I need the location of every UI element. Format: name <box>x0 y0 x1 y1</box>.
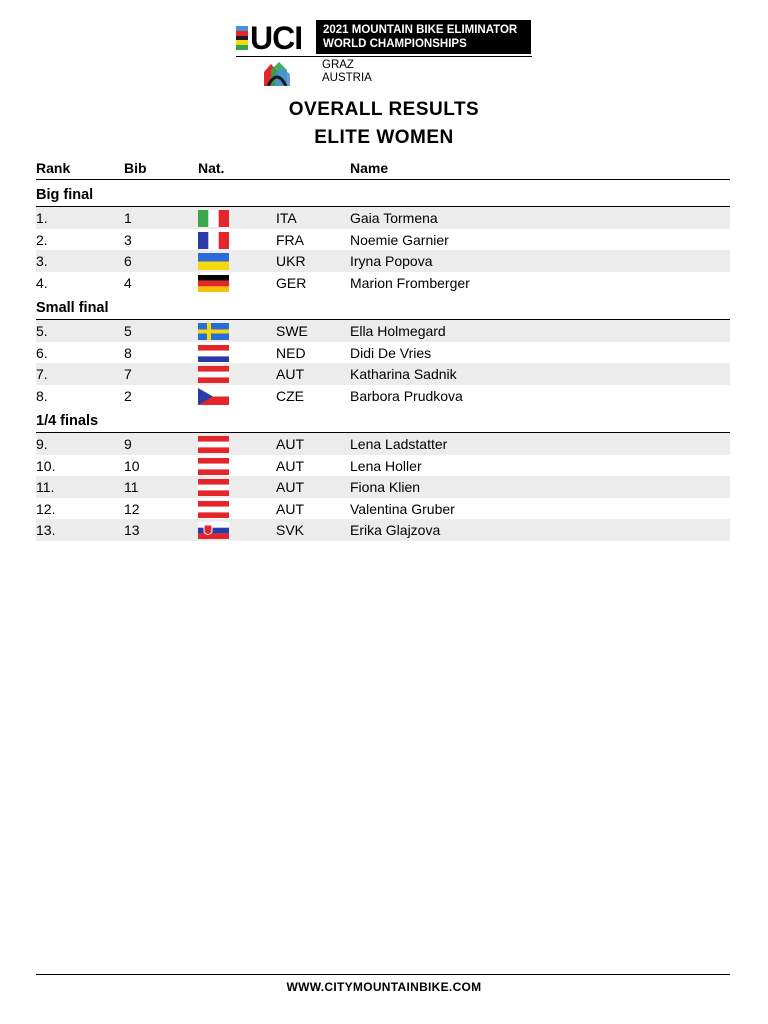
event-title-box <box>316 20 531 54</box>
rider-name-cell: Fiona Klien <box>350 479 421 495</box>
table-row <box>36 363 730 385</box>
nation-cell: NED <box>276 344 306 361</box>
bib-cell: 4 <box>124 274 132 291</box>
table-row <box>36 385 730 407</box>
flag-cze-icon <box>198 388 229 405</box>
bib-cell: 13 <box>124 522 140 538</box>
bib-cell: 5 <box>124 323 132 339</box>
rank-cell: 2. <box>36 231 48 248</box>
bib-cell: 11 <box>124 479 139 495</box>
event-location <box>322 59 372 85</box>
rank-cell: 12. <box>36 500 56 517</box>
table-row <box>36 229 730 251</box>
nation-cell: FRA <box>276 231 304 248</box>
graz-clocktower-icon <box>262 60 292 86</box>
section-title: 1/4 finals <box>36 406 730 433</box>
rider-name-cell: Valentina Gruber <box>350 500 455 517</box>
uci-logo-text: UCI <box>250 20 303 56</box>
rider-name-cell: Katharina Sadnik <box>350 366 457 382</box>
table-row <box>36 250 730 272</box>
col-name: Name <box>350 160 389 176</box>
nation-cell: CZE <box>276 387 304 404</box>
nation-cell: ITA <box>276 210 297 226</box>
page-title: OVERALL RESULTS <box>288 99 480 120</box>
table-row <box>36 342 730 364</box>
page-subtitle: ELITE WOMEN <box>314 127 454 148</box>
rider-name-cell: Didi De Vries <box>350 344 432 361</box>
col-rank: Rank <box>36 160 71 176</box>
flag-ukr-icon <box>198 253 229 270</box>
flag-ger-icon <box>198 275 229 292</box>
event-title-line2: WORLD CHAMPIONSHIPS <box>323 38 467 50</box>
rank-cell: 5. <box>36 323 48 339</box>
table-row <box>36 272 730 294</box>
rank-cell: 6. <box>36 344 48 361</box>
rider-name-cell: Marion Fromberger <box>350 274 470 291</box>
results-table <box>36 158 730 541</box>
event-country: AUSTRIA <box>322 72 372 84</box>
nation-cell: AUT <box>276 500 304 517</box>
nation-cell: AUT <box>276 436 304 452</box>
rider-name-cell: Barbora Prudkova <box>350 387 463 404</box>
nation-cell: SWE <box>276 323 308 339</box>
bib-cell: 12 <box>124 500 140 517</box>
flag-aut-icon <box>198 366 229 383</box>
bib-cell: 2 <box>124 387 132 404</box>
table-row <box>36 498 730 520</box>
flag-aut-icon <box>198 501 229 518</box>
rank-cell: 3. <box>36 253 48 269</box>
rider-name-cell: Iryna Popova <box>350 253 433 269</box>
bib-cell: 9 <box>124 436 132 452</box>
rider-name-cell: Lena Ladstatter <box>350 436 448 452</box>
event-title-line1: 2021 MOUNTAIN BIKE ELIMINATOR <box>323 24 518 36</box>
table-row <box>36 455 730 477</box>
table-row <box>36 320 730 342</box>
flag-svk-icon <box>198 522 229 539</box>
nation-cell: SVK <box>276 522 305 538</box>
rank-cell: 8. <box>36 387 48 404</box>
flag-ned-icon <box>198 345 229 362</box>
flag-swe-icon <box>198 323 229 340</box>
footer-divider <box>36 974 730 975</box>
flag-ita-icon <box>198 210 229 227</box>
rainbow-stripes <box>236 26 248 50</box>
rank-cell: 7. <box>36 366 48 382</box>
table-row <box>36 519 730 541</box>
rank-cell: 10. <box>36 457 56 474</box>
table-header <box>36 158 730 180</box>
col-bib: Bib <box>124 160 147 176</box>
nation-cell: GER <box>276 274 307 291</box>
uci-logo <box>236 20 312 56</box>
section-title: Big final <box>36 180 730 207</box>
bib-cell: 3 <box>124 231 132 248</box>
rank-cell: 9. <box>36 436 48 452</box>
rank-cell: 1. <box>36 210 48 226</box>
header-divider <box>236 56 532 57</box>
bib-cell: 7 <box>124 366 132 382</box>
flag-aut-icon <box>198 436 229 453</box>
nation-cell: UKR <box>276 253 306 269</box>
event-header <box>236 20 532 90</box>
col-nat: Nat. <box>198 160 225 176</box>
flag-fra-icon <box>198 232 229 249</box>
footer-website-link[interactable]: WWW.CITYMOUNTAINBIKE.COM <box>286 980 482 994</box>
rank-cell: 4. <box>36 274 48 291</box>
bib-cell: 8 <box>124 344 132 361</box>
rider-name-cell: Lena Holler <box>350 457 422 474</box>
nation-cell: AUT <box>276 366 304 382</box>
nation-cell: AUT <box>276 479 304 495</box>
rider-name-cell: Ella Holmegard <box>350 323 446 339</box>
table-row <box>36 476 730 498</box>
table-row <box>36 433 730 455</box>
flag-aut-icon <box>198 458 229 475</box>
section-title: Small final <box>36 293 730 320</box>
rider-name-cell: Gaia Tormena <box>350 210 438 226</box>
table-row <box>36 207 730 229</box>
rank-cell: 13. <box>36 522 56 538</box>
bib-cell: 1 <box>124 210 132 226</box>
rider-name-cell: Erika Glajzova <box>350 522 441 538</box>
event-city: GRAZ <box>322 59 354 71</box>
nation-cell: AUT <box>276 457 304 474</box>
bib-cell: 10 <box>124 457 140 474</box>
rider-name-cell: Noemie Garnier <box>350 231 449 248</box>
flag-aut-icon <box>198 479 229 496</box>
bib-cell: 6 <box>124 253 132 269</box>
rank-cell: 11. <box>36 479 55 495</box>
